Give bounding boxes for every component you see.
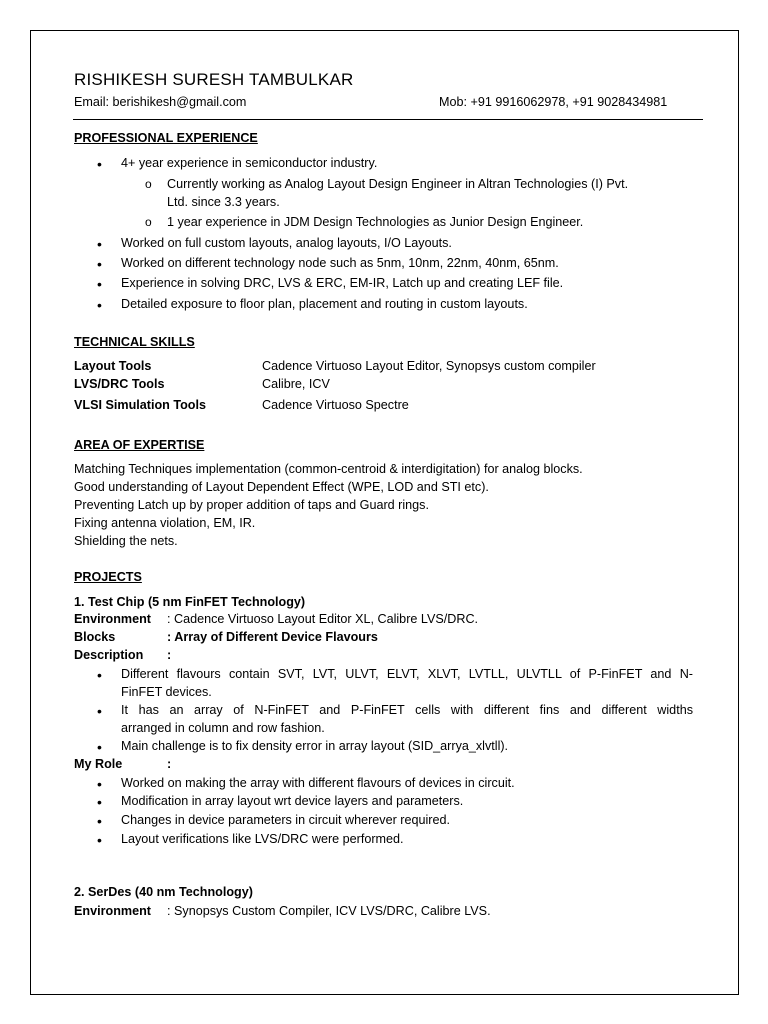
description-item-cont: FinFET devices. — [121, 685, 212, 699]
experience-item: 4+ year experience in semiconductor industry. — [121, 156, 378, 170]
environment-label: Environment — [74, 904, 151, 918]
role-item: Changes in device parameters in circuit wherever required. — [121, 813, 450, 827]
expertise-line: Fixing antenna violation, EM, IR. — [74, 516, 256, 530]
circle-bullet-icon: o — [145, 215, 152, 229]
description-item: Main challenge is to fix density error in array layout (SID_arrya_xlvtll). — [121, 739, 509, 753]
resume-page — [30, 30, 739, 995]
experience-heading: PROFESSIONAL EXPERIENCE — [74, 131, 258, 145]
bullet-icon: • — [97, 236, 102, 252]
bullet-icon: • — [97, 794, 102, 810]
expertise-line: Shielding the nets. — [74, 534, 178, 548]
experience-item: Detailed exposure to floor plan, placement and routing in custom layouts. — [121, 297, 528, 311]
description-item: Different flavours contain SVT, LVT, ULVT, ELVT, XLVT, LVTLL, ULVTLL of P-FinFET and N- — [121, 667, 693, 681]
projects-heading: PROJECTS — [74, 570, 142, 584]
blocks-value: : Array of Different Device Flavours — [167, 630, 378, 644]
project-title: 2. SerDes (40 nm Technology) — [74, 885, 253, 899]
bullet-icon: • — [97, 739, 102, 755]
role-item: Modification in array layout wrt device layers and parameters. — [121, 794, 464, 808]
description-item-cont: arranged in column and row fashion. — [121, 721, 325, 735]
description-item: It has an array of N-FinFET and P-FinFET cells with different fins and different widths — [121, 703, 693, 717]
experience-subitem: Currently working as Analog Layout Design Engineer in Altran Technologies (I) Pvt. — [167, 177, 629, 191]
experience-subitem-cont: Ltd. since 3.3 years. — [167, 195, 280, 209]
role-label: My Role — [74, 757, 123, 771]
blocks-label: Blocks — [74, 630, 116, 644]
skill-label: LVS/DRC Tools — [74, 377, 165, 391]
skill-label: Layout Tools — [74, 359, 152, 373]
environment-value: : Synopsys Custom Compiler, ICV LVS/DRC, Calibre LVS. — [167, 904, 491, 918]
bullet-icon: • — [97, 256, 102, 272]
experience-subitem: 1 year experience in JDM Design Technologies as Junior Design Engineer. — [167, 215, 584, 229]
bullet-icon: • — [97, 776, 102, 792]
header-divider — [73, 119, 703, 120]
role-item: Worked on making the array with different flavours of devices in circuit. — [121, 776, 515, 790]
role-colon: : — [167, 757, 172, 771]
experience-item: Worked on different technology node such as 5nm, 10nm, 22nm, 40nm, 65nm. — [121, 256, 559, 270]
experience-item: Worked on full custom layouts, analog layouts, I/O Layouts. — [121, 236, 452, 250]
experience-item: Experience in solving DRC, LVS & ERC, EM-IR, Latch up and creating LEF file. — [121, 276, 564, 290]
bullet-icon: • — [97, 703, 102, 719]
bullet-icon: • — [97, 832, 102, 848]
expertise-line: Matching Techniques implementation (common-centroid & interdigitation) for analog blocks. — [74, 462, 583, 476]
expertise-line: Preventing Latch up by proper addition of taps and Guard rings. — [74, 498, 429, 512]
mobile-text: Mob: +91 9916062978, +91 9028434981 — [439, 95, 668, 109]
bullet-icon: • — [97, 276, 102, 292]
email-text: Email: berishikesh@gmail.com — [74, 95, 247, 109]
skill-value: Calibre, ICV — [262, 377, 330, 391]
bullet-icon: • — [97, 667, 102, 683]
skill-label: VLSI Simulation Tools — [74, 398, 207, 412]
expertise-line: Good understanding of Layout Dependent Effect (WPE, LOD and STI etc). — [74, 480, 489, 494]
bullet-icon: • — [97, 813, 102, 829]
bullet-icon: • — [97, 297, 102, 313]
skills-heading: TECHNICAL SKILLS — [74, 335, 195, 349]
circle-bullet-icon: o — [145, 177, 152, 191]
description-label: Description — [74, 648, 144, 662]
environment-value: : Cadence Virtuoso Layout Editor XL, Calibre LVS/DRC. — [167, 612, 479, 626]
project-title: 1. Test Chip (5 nm FinFET Technology) — [74, 595, 306, 609]
expertise-heading: AREA OF EXPERTISE — [74, 438, 205, 452]
bullet-icon: • — [97, 156, 102, 172]
environment-label: Environment — [74, 612, 151, 626]
role-item: Layout verifications like LVS/DRC were performed. — [121, 832, 404, 846]
description-colon: : — [167, 648, 172, 662]
skill-value: Cadence Virtuoso Layout Editor, Synopsys custom compiler — [262, 359, 596, 373]
candidate-name: RISHIKESH SURESH TAMBULKAR — [74, 70, 354, 89]
skill-value: Cadence Virtuoso Spectre — [262, 398, 409, 412]
